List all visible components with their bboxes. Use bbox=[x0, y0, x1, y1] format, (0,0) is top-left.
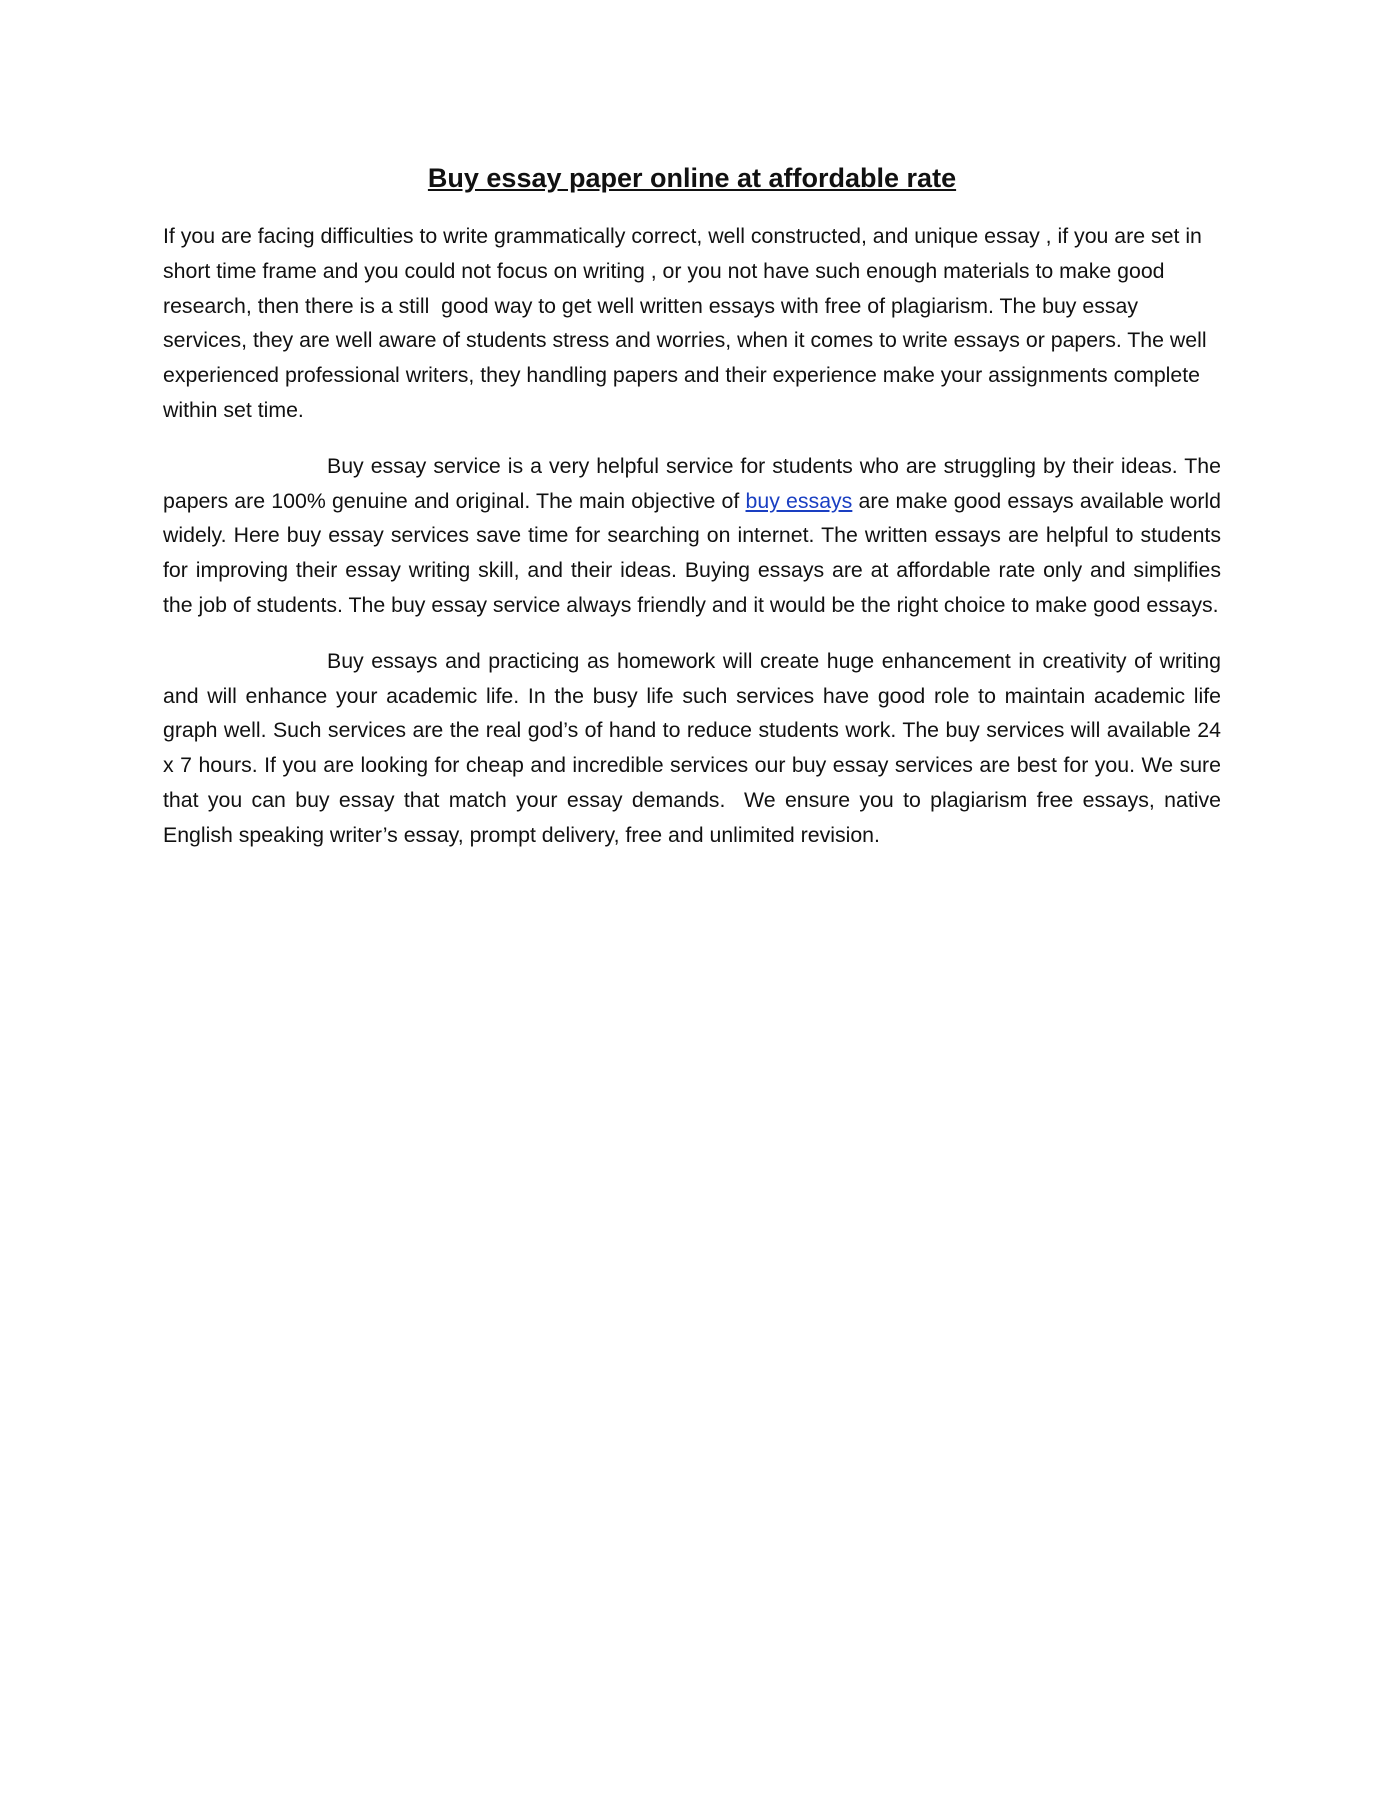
paragraph-service-text-before-link: Buy essay service is a very helpful service for students who are struggling by their ideas. The papers are 100% genuine and original. The main objective of bbox=[163, 453, 1227, 513]
paragraph-service-text-after-link: are make good essays available world widely. Here buy essay services save time for searching on internet. The written essays are helpful to students for improving their essay writing skill, and their ideas. Buying essays are at affordable rate only and simplifies the job of students. The buy essay service always friendly and it would be the right choice to make good essays. bbox=[163, 488, 1227, 617]
paragraph-service bbox=[163, 449, 1227, 623]
buy-essays-link[interactable]: buy essays bbox=[745, 488, 853, 513]
document-title: Buy essay paper online at affordable rate bbox=[427, 163, 957, 193]
paragraph-benefits: Buy essays and practicing as homework will create huge enhancement in creativity of writing and will enhance your academic life. In the busy life such services have good role to maintain academic life graph well. Such services are the real god’s of hand to reduce students work. The buy services will available 24 x 7 hours. If you are looking for cheap and incredible services our buy essay services are best for you. We sure that you can buy essay that match your essay demands. We ensure you to plagiarism free essays, native English speaking writer’s essay, prompt delivery, free and unlimited revision. bbox=[163, 648, 1227, 847]
document-body bbox=[163, 160, 1227, 874]
paragraph-intro: If you are facing difficulties to write grammatically correct, well constructed, and unique essay , if you are set in short time frame and you could not focus on writing , or you not have such enough materials to make good research, then there is a still good way to get well written essays with free of plagiarism. The buy essay services, they are well aware of students stress and worries, when it comes to write essays or papers. The well experienced professional writers, they handling papers and their experience make your assignments complete within set time. bbox=[163, 224, 1213, 422]
